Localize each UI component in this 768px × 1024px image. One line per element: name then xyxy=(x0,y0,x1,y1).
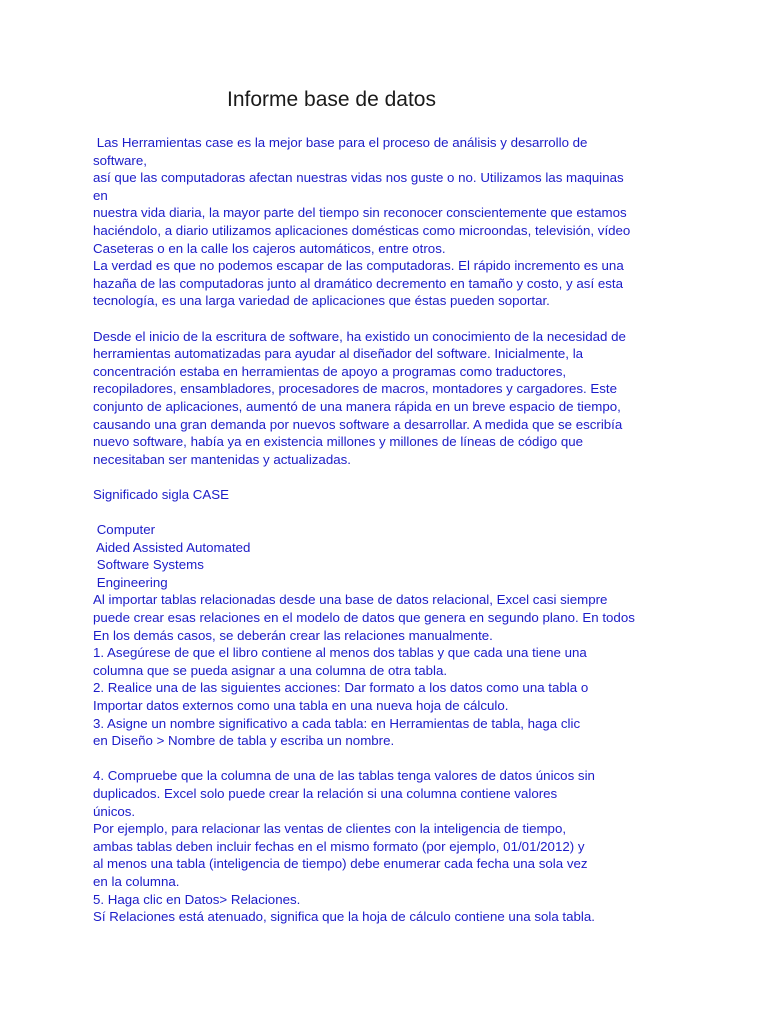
text-line: Al importar tablas relacionadas desde una base de datos relacional, Excel casi siempre xyxy=(93,592,608,608)
text-line: Desde el inicio de la escritura de software, ha existido un conocimiento de la necesidad de xyxy=(93,328,626,344)
text-line: Caseteras o en la calle los cajeros automáticos, entre otros. xyxy=(93,240,446,256)
text-line: recopiladores, ensambladores, procesadores de macros, montadores y cargadores. Este xyxy=(93,381,618,397)
text-line: Engineering xyxy=(93,574,168,590)
text-line: Computer xyxy=(93,522,156,538)
text-line: en xyxy=(93,187,108,203)
text-line: al menos una tabla (inteligencia de tiempo) debe enumerar cada fecha una sola vez xyxy=(93,856,588,872)
text-line: Significado sigla CASE xyxy=(93,486,229,502)
text-line: haciéndolo, a diario utilizamos aplicaciones domésticas como microondas, televisión, vídeo xyxy=(93,222,631,238)
document-body xyxy=(93,134,693,926)
text-line: Software Systems xyxy=(93,557,204,573)
text-line: herramientas automatizadas para ayudar al diseñador del software. Inicialmente, la xyxy=(93,346,584,362)
text-line: 2. Realice una de las siguientes acciones: Dar formato a los datos como una tabla o xyxy=(93,680,589,696)
text-line: Aided Assisted Automated xyxy=(93,539,251,555)
text-line: nuevo software, había ya en existencia millones y millones de líneas de código que xyxy=(93,434,584,450)
text-line: tecnología, es una larga variedad de aplicaciones que éstas pueden soportar. xyxy=(93,293,550,309)
text-line: La verdad es que no podemos escapar de las computadoras. El rápido incremento es una xyxy=(93,258,624,274)
text-line: Sí Relaciones está atenuado, significa que la hoja de cálculo contiene una sola tabla. xyxy=(93,909,595,925)
text-line: ambas tablas deben incluir fechas en el mismo formato (por ejemplo, 01/01/2012) y xyxy=(93,838,585,854)
text-line: Las Herramientas case es la mejor base para el proceso de análisis y desarrollo de xyxy=(93,135,588,150)
text-line: Por ejemplo, para relacionar las ventas de clientes con la inteligencia de tiempo, xyxy=(93,821,567,837)
text-line: necesitaban ser mantenidas y actualizadas. xyxy=(93,451,351,467)
text-line: concentración estaba en herramientas de apoyo a programas como traductores, xyxy=(93,363,567,379)
text-line: 3. Asigne un nombre significativo a cada tabla: en Herramientas de tabla, haga clic xyxy=(93,715,581,731)
text-line: columna que se pueda asignar a una columna de otra tabla. xyxy=(93,662,448,678)
blank-line xyxy=(93,468,693,486)
document-title: Informe base de datos xyxy=(227,88,436,111)
text-line: 5. Haga clic en Datos> Relaciones. xyxy=(93,891,301,907)
text-line: puede crear esas relaciones en el modelo de datos que genera en segundo plano. En todos xyxy=(93,610,635,626)
blank-line xyxy=(93,310,693,328)
text-line: así que las computadoras afectan nuestras vidas nos guste o no. Utilizamos las maquinas xyxy=(93,170,624,186)
text-line: en Diseño > Nombre de tabla y escriba un nombre. xyxy=(93,733,395,749)
text-line: En los demás casos, se deberán crear las relaciones manualmente. xyxy=(93,627,493,643)
blank-line xyxy=(93,503,693,521)
text-line: Importar datos externos como una tabla en una nueva hoja de cálculo. xyxy=(93,698,509,713)
text-line: conjunto de aplicaciones, aumentó de una manera rápida en un breve espacio de tiempo, xyxy=(93,398,621,414)
blank-line xyxy=(93,750,693,768)
text-line: 1. Asegúrese de que el libro contiene al menos dos tablas y que cada una tiene una xyxy=(93,645,587,661)
text-line: duplicados. Excel solo puede crear la relación si una columna contiene valores xyxy=(93,785,558,801)
text-line: causando una gran demanda por nuevos software a desarrollar. A medida que se escribía xyxy=(93,416,623,432)
text-line: hazaña de las computadoras junto al dramático decremento en tamaño y costo, y así esta xyxy=(93,275,623,291)
text-line: nuestra vida diaria, la mayor parte del tiempo sin reconocer conscientemente que estamos xyxy=(93,205,627,221)
text-line: 4. Compruebe que la columna de una de las tablas tenga valores de datos únicos sin xyxy=(93,768,595,784)
text-line: software, xyxy=(93,152,147,168)
text-line: en la columna. xyxy=(93,873,180,889)
text-line: únicos. xyxy=(93,803,136,819)
